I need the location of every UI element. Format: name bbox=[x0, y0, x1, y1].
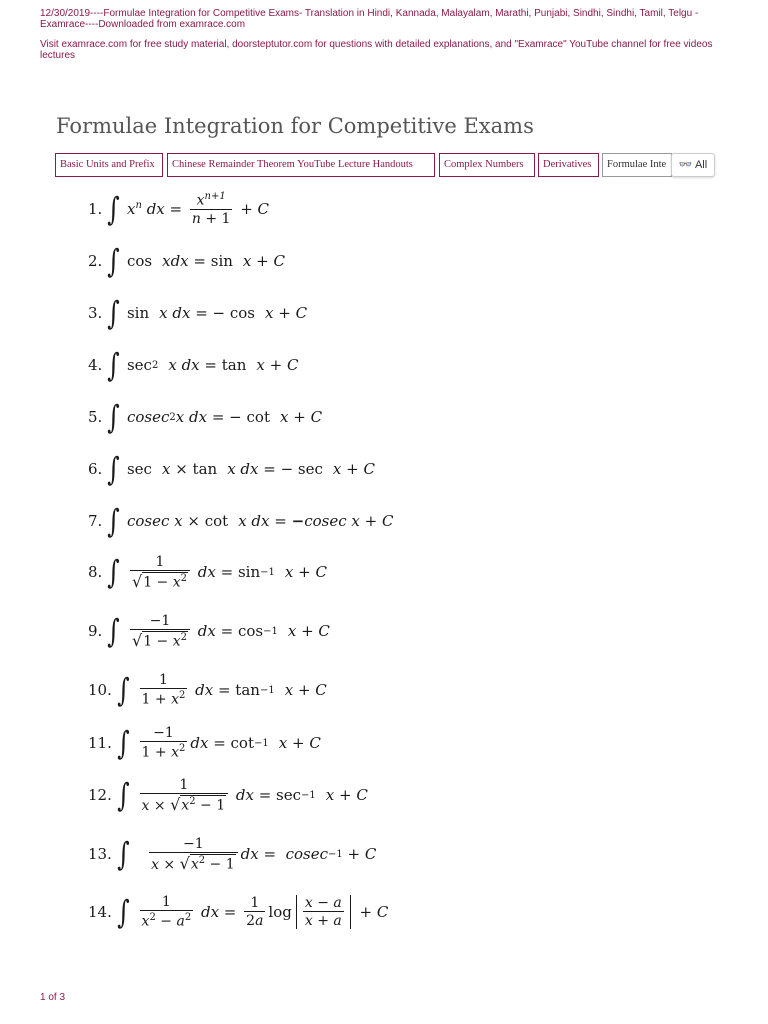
formula-number: 9. bbox=[88, 622, 103, 640]
formula-number: 4. bbox=[88, 356, 103, 374]
tab-basic-units[interactable]: Basic Units and Prefix bbox=[55, 153, 163, 177]
formula-12: 12. ∫ 1 x × √ $x^2 - 1$ dx = sec −1 x + C bbox=[88, 776, 368, 814]
formula-6: 6. ∫ sec x × tan x dx = − sec x + C bbox=[88, 450, 375, 488]
formula-9: 9. ∫ −1 √ $1 - x^2$ dx = cos −1 x + C bbox=[88, 612, 330, 650]
formula-3: 3. ∫ sin x dx = − cos x + C bbox=[88, 294, 308, 332]
formula-number: 2. bbox=[88, 252, 103, 270]
formula-2: 2. ∫ cos xdx = sin x + C bbox=[88, 242, 285, 280]
formula-1: 1. ∫ $x^n$ dx = $\frac{x^{n+1}}{n + 1}$ + C bbox=[88, 190, 270, 228]
formula-number: 11. bbox=[88, 734, 112, 752]
formula-number: 5. bbox=[88, 408, 103, 426]
formula-10: 10. ∫ $\frac{1}{1 + x^2}$ dx = tan −1 x + C bbox=[88, 671, 327, 709]
formula-5: 5. ∫ cosec 2 x dx = − cot x + C bbox=[88, 398, 323, 436]
formula-number: 8. bbox=[88, 563, 103, 581]
tab-complex-numbers[interactable]: Complex Numbers bbox=[439, 153, 535, 177]
formula-number: 7. bbox=[88, 512, 103, 530]
glasses-icon: 👓 bbox=[678, 159, 693, 171]
formula-number: 1. bbox=[88, 200, 103, 218]
all-button-label: All bbox=[694, 159, 708, 171]
tab-formulae-integration[interactable]: Formulae Inte bbox=[602, 153, 672, 177]
formula-number: 14. bbox=[88, 903, 112, 921]
formula-8: 8. ∫ 1 √ $1 - x^2$ dx = sin −1 x + C bbox=[88, 553, 327, 591]
formula-11: 11. ∫ $\frac{-1}{1 + x^2}$ dx = cot −1 x + C bbox=[88, 724, 321, 762]
formula-13: 13. ∫ −1 x × √ $x^2 - 1$ dx = cosec −1 + C bbox=[88, 835, 377, 873]
header-visit-note: Visit examrace.com for free study material, doorsteptutor.com for questions with detailed explanations, and "Examrace" YouTube channel for free videos lectures bbox=[40, 39, 713, 61]
formula-number: 13. bbox=[88, 845, 112, 863]
tab-derivatives[interactable]: Derivatives bbox=[538, 153, 599, 177]
formula-number: 6. bbox=[88, 460, 103, 478]
formula-14: 14. ∫ $\frac{1}{x^2 - a^2}$ dx = $\frac{1}{2a}$ log $\frac{x - a}{x + a}$ + C bbox=[88, 893, 389, 931]
page-title: Formulae Integration for Competitive Exams bbox=[56, 114, 534, 138]
formula-number: 12. bbox=[88, 786, 112, 804]
formula-number: 10. bbox=[88, 681, 112, 699]
tab-chinese-remainder[interactable]: Chinese Remainder Theorem YouTube Lecture Handouts bbox=[167, 153, 435, 177]
formula-7: 7. ∫ cosec x × cot x dx = − cosec x + C bbox=[88, 502, 394, 540]
formula-4: 4. ∫ sec 2 x dx = tan x + C bbox=[88, 346, 299, 384]
header-download-note: 12/30/2019----Formulae Integration for Competitive Exams- Translation in Hindi, Kannada, Malayalam, Marathi, Punjabi, Sindhi, Sindhi, Tamil, Telgu - Examrace----Downloaded from examrace.com bbox=[40, 8, 699, 30]
formula-number: 3. bbox=[88, 304, 103, 322]
page-indicator: 1 of 3 bbox=[40, 992, 66, 1003]
